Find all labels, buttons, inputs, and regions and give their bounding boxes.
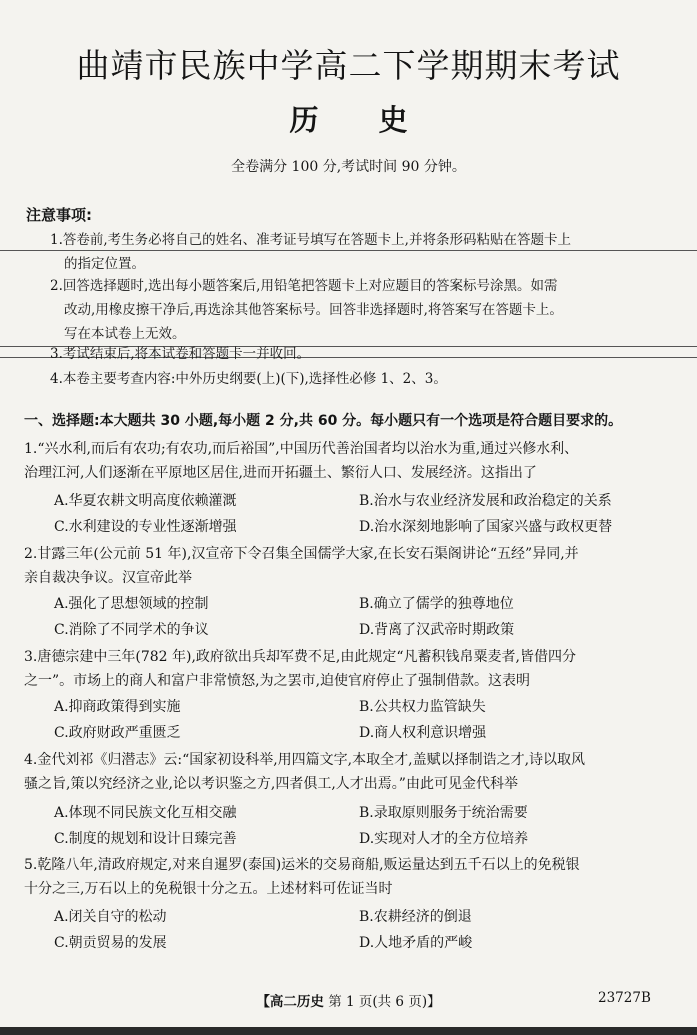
question-stem-line: 4.金代刘祁《归潜志》云:“国家初设科举,用四篇文字,本取全才,盖赋以择制诰之才,诗以取风 — [24, 752, 586, 768]
option-c: C.制度的规划和设计日臻完善 — [54, 831, 237, 847]
question-stem-line: 亲自裁决争议。汉宣帝此举 — [24, 570, 192, 586]
option-b: B.治水与农业经济发展和政治稳定的关系 — [359, 493, 612, 509]
option-a: A.强化了思想领域的控制 — [54, 596, 209, 612]
option-c: C.政府财政严重匮乏 — [54, 725, 181, 741]
question-5-options — [54, 904, 664, 956]
option-c: C.朝贡贸易的发展 — [54, 935, 167, 951]
option-c: C.水利建设的专业性逐渐增强 — [54, 519, 237, 535]
notice-title: 注意事项: — [26, 206, 92, 224]
option-d: D.背离了汉武帝时期政策 — [359, 622, 515, 638]
question-stem-line: 之一”。市场上的商人和富户非常愤怒,为之罢市,迫使官府停止了强制借款。这表明 — [24, 673, 531, 689]
score-note: 全卷满分 100 分,考试时间 90 分钟。 — [231, 159, 466, 175]
question-3-options — [54, 694, 664, 746]
notice-item-4 — [50, 367, 660, 391]
question-5 — [24, 853, 664, 901]
option-b: B.录取原则服务于统治需要 — [359, 805, 528, 821]
paper-code: 23727B — [598, 990, 651, 1006]
question-stem-line: 骚之旨,策以究经济之业,论以考识鉴之方,四者俱工,人才出焉。”由此可见金代科举 — [24, 776, 518, 792]
notice-item-2 — [50, 274, 660, 346]
question-stem-line: 3.唐德宗建中三年(782 年),政府欲出兵却军费不足,由此规定“凡蓄积钱帛粟麦者,皆借四分 — [24, 649, 576, 665]
exam-title: 曲靖市民族中学高二下学期期末考试 — [76, 46, 621, 85]
notice-line: 4.本卷主要考查内容:中外历史纲要(上)(下),选择性必修 1、2、3。 — [50, 371, 447, 387]
question-stem-line: 2.甘露三年(公元前 51 年),汉宣帝下令召集全国儒学大家,在长安石渠阁讲论“五经”异同,并 — [24, 546, 579, 562]
question-stem-line: 1.“兴水利,而后有农功;有农功,而后裕国”,中国历代善治国者均以治水为重,通过兴修水利、 — [24, 441, 579, 457]
question-stem-line: 十分之三,万石以上的免税银十分之五。上述材料可佐证当时 — [24, 881, 393, 897]
page-footer — [0, 990, 697, 1010]
option-b: B.确立了儒学的独尊地位 — [359, 596, 514, 612]
question-stem-line: 治理江河,人们逐渐在平原地区居住,进而开拓疆土、繁衍人口、发展经济。这指出了 — [24, 465, 537, 481]
option-a: A.抑商政策得到实施 — [54, 699, 181, 715]
subject-heading: 历史 — [289, 103, 468, 137]
footer-page-number: 第 1 页(共 6 页)】 — [328, 994, 441, 1010]
notice-item-1 — [50, 228, 660, 276]
notice-line: 1.答卷前,考生务必将自己的姓名、准考证号填写在答题卡上,并将条形码粘贴在答题卡上 — [50, 232, 571, 248]
option-b: B.公共权力监管缺失 — [359, 699, 486, 715]
question-2 — [24, 542, 664, 590]
option-d: D.治水深刻地影响了国家兴盛与政权更替 — [359, 519, 613, 535]
option-a: A.闭关自守的松动 — [54, 909, 167, 925]
option-a: A.体现不同民族文化互相交融 — [54, 805, 237, 821]
question-1 — [24, 437, 664, 485]
option-b: B.农耕经济的倒退 — [359, 909, 472, 925]
notice-line: 3.考试结束后,将本试卷和答题卡一并收回。 — [50, 346, 311, 362]
question-3 — [24, 645, 664, 693]
option-d: D.人地矛盾的严峻 — [359, 935, 473, 951]
option-d: D.商人权利意识增强 — [359, 725, 487, 741]
option-d: D.实现对人才的全方位培养 — [359, 831, 529, 847]
option-a: A.华夏农耕文明高度依赖灌溉 — [54, 493, 237, 509]
notice-line: 的指定位置。 — [64, 256, 145, 272]
notice-item-3 — [50, 342, 660, 366]
notice-line: 2.回答选择题时,选出每小题答案后,用铅笔把答题卡上对应题目的答案标号涂黑。如需 — [50, 278, 558, 294]
question-2-options — [54, 591, 664, 643]
question-4-options — [54, 800, 664, 852]
question-4 — [24, 748, 664, 796]
option-c: C.消除了不同学术的争议 — [54, 622, 209, 638]
footer-label: 【高二历史 — [256, 994, 324, 1010]
notice-line: 写在本试卷上无效。 — [64, 326, 186, 342]
scan-edge — [0, 1027, 697, 1035]
section-heading: 一、选择题:本大题共 30 小题,每小题 2 分,共 60 分。每小题只有一个选项是符合题目要求的。 — [24, 413, 623, 429]
question-1-options — [54, 488, 664, 540]
question-stem-line: 5.乾隆八年,清政府规定,对来自暹罗(泰国)运米的交易商船,贩运量达到五千石以上的免税银 — [24, 857, 580, 873]
notice-line: 改动,用橡皮擦干净后,再选涂其他答案标号。回答非选择题时,将答案写在答题卡上。 — [64, 302, 563, 318]
